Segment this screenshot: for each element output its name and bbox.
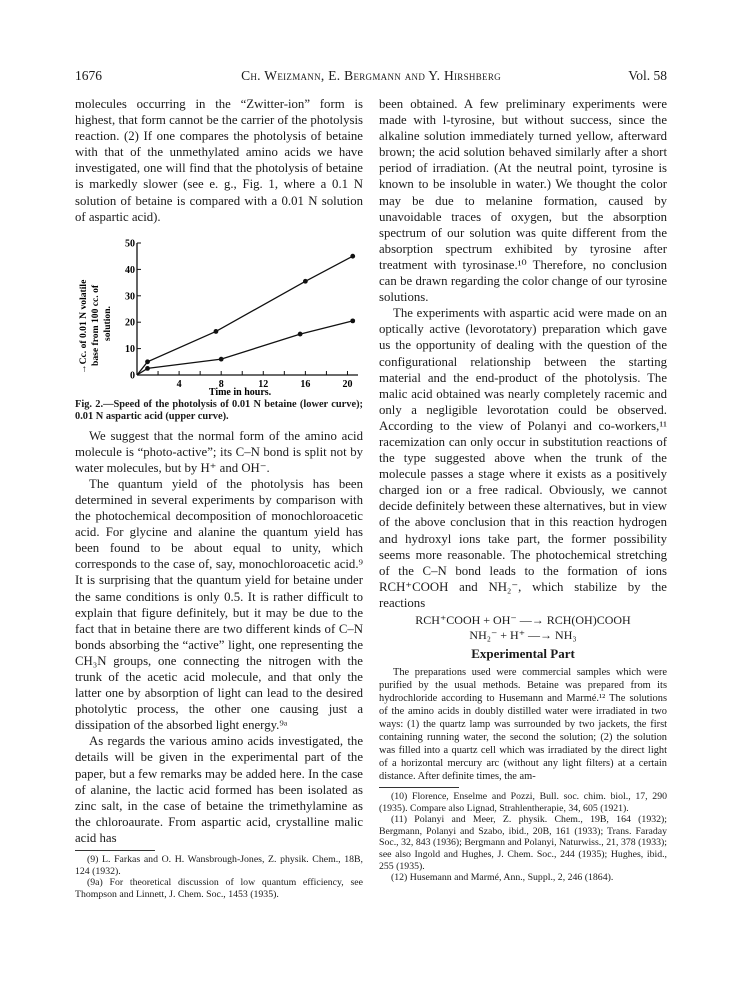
right-paragraph-2: The experiments with aspartic acid were made on an optically active (levorotatory) preparation which gave us the opportunity of dealing with the question of the configurational relationship between the starting material and the end-product of the photolysis. The malic acid obtained was nearly completely racemic and only a negligible levorotation could be observed. According to the view of Polanyi and co-workers,¹¹ racemization can only occur in substitution reactions of the type suggested above when the trunk of the molecule passes a stage where it exists as a positively charged ion or a free radical. Obviously, we cannot decide definitely between these alternatives, but in view of the above conclusion that in this reaction hydrogen and hydroxyl ions take part, the former possibility seems more reasonable. The photochemical stretching of the C–N bond leads to the formation of ions RCH⁺COOH and NH₂⁻, which stabilize by the reactions (379, 306, 667, 610)
running-header (75, 68, 667, 88)
left-paragraph-1: molecules occurring in the “Zwitter-ion” form is highest, that form cannot be the carrier of the photolysis reaction. (2) If one compares the photolysis of betaine with that of the unmethylated amino acids we have investigated, one will find that the photolysis of betaine is markedly slower (see e. g., Fig. 1, where a 0.1 N solution of betaine is compared with a 0.01 N solution of aspartic acid). (75, 97, 363, 224)
aspartic-acid-point (350, 254, 355, 259)
x-tick-label: 16 (300, 378, 311, 390)
y-tick-label: 40 (125, 264, 135, 276)
reaction-1: RCH⁺COOH + OH⁻ —→ RCH(OH)COOH (415, 613, 631, 627)
y-tick-label: 50 (125, 238, 135, 250)
aspartic-acid-point (303, 279, 308, 284)
betaine-point (145, 366, 150, 371)
aspartic-acid-point (145, 359, 150, 364)
right-paragraph-1: been obtained. A few preliminary experiments were made with l-tyrosine, but without success, since the alkaline solution immediately turned yellow, afterward brown; the acid solution behaved similarly after a short period of irradiation. (At the neutral point, tyrosine is known to be insoluble in water.) We thought the color may be due to melanine formation, caused by unavoidable traces of oxygen, but the absorption spectrum of our solution was quite different from the absorption spectrum exhibited by tyrosine after treatment with tyrosinase.¹⁰ Therefore, no conclusion can be drawn regarding the color change of our tyrosine solutions. (379, 97, 667, 305)
y-tick-label: 0 (130, 370, 135, 382)
footnote-11: (11) Polanyi and Meer, Z. physik. Chem., 19B, 164 (1932); Bergmann, Polanyi and Szabo, ibid., 20B, 161 (1933); Trans. Faraday Soc., 32, 843 (1936); Bergmann and Polanyi, Naturwiss., 21, 378 (1933); see also Ingold and Hughes, J. Chem. Soc., 244 (1935); Hughes, ibid., 255 (1935). (379, 814, 667, 872)
footnote-10: (10) Florence, Enselme and Pozzi, Bull. soc. chim. biol., 17, 290 (1935). Compare also Lignad, Strahlentherapie, 34, 605 (1921). (379, 791, 667, 814)
y-axis-label-1: →Cc. of 0.01 N volatile (78, 279, 89, 374)
y-tick-label: 30 (125, 291, 135, 303)
right-column (379, 96, 667, 884)
left-paragraph-3: The quantum yield of the photolysis has been determined in several experiments by comparison with the photochemical decomposition of monochloroacetic acid. For glycine and alanine the quantum yield has been found to be about equal to unity, which corresponds to the case of, say, monochloroacetic acid.⁹ It is surprising that the quantum yield for betaine under the same conditions is only 0.5. It is rather difficult to explain that figure definitely, but it may be due to the fact that in betaine there are two different kinds of C–N bonds absorbing the “active” light, one representing the CH₃N groups, one connecting the nitrogen with the trunk of the acetic acid molecule, and that only the latter one by absorption of light can lead to the desired photolytic process, the other one causing just a dissipation of the absorbed light energy.⁹ᵃ (75, 476, 363, 733)
left-footnotes (75, 854, 363, 900)
left-column (75, 96, 363, 900)
photolysis-chart (75, 229, 363, 399)
betaine-point (219, 357, 224, 362)
left-paragraph-4: As regards the various amino acids investigated, the details will be given in the experimental part of the paper, but a few remarks may be added here. In the case of alanine, the lactic acid formed has been isolated as zinc salt, in the case of betaine the trimethylamine as the chloroaurate. From aspartic acid, crystalline malic acid has (75, 734, 363, 845)
footnote-9a: (9a) For theoretical discussion of low quantum efficiency, see Thompson and Linnett, J. Chem. Soc., 1453 (1935). (75, 877, 363, 900)
page-number: 1676 (75, 68, 102, 83)
footnote-9: (9) L. Farkas and O. H. Wansbrough-Jones, Z. physik. Chem., 18B, 124 (1932). (75, 854, 363, 877)
betaine-curve (137, 321, 353, 375)
experimental-paragraph: The preparations used were commercial samples which were purified by the usual methods. Betaine was prepared from its hydrochloride according to Husemann and Marmé.¹² The solutions of the amino acids in doubly distilled water were irradiated in two ways: (1) the quartz lamp was surrounded by two jackets, the first containing running water, the second the solution; (2) the solution was filled into a quartz cell which was irradiated by the direct light of a horizontal mercury arc (without any light filters) at a certain distance. After definite times, the am- (379, 667, 667, 783)
y-axis-label-3: solution. (102, 305, 113, 341)
footnote-rule-right (379, 787, 459, 788)
footnote-12: (12) Husemann and Marmé, Ann., Suppl., 2, 246 (1864). (391, 872, 614, 884)
x-tick-label: 8 (218, 378, 224, 390)
volume-label: Vol. 58 (628, 68, 667, 83)
x-tick-label: 12 (258, 378, 269, 390)
aspartic-acid-point (214, 329, 219, 334)
betaine-point (350, 318, 355, 323)
y-axis-label-2: base from 100 cc. of (90, 284, 101, 366)
x-tick-label: 20 (342, 378, 353, 390)
section-title: Experimental Part (471, 646, 575, 661)
running-title: Ch. Weizmann, E. Bergmann and Y. Hirshberg (241, 68, 501, 83)
figure-2 (75, 229, 363, 399)
y-tick-label: 20 (125, 317, 135, 329)
left-paragraph-2: We suggest that the normal form of the amino acid molecule is “photo-active”; its C–N bond is split not by water molecules, but by H⁺ and OH⁻. (75, 428, 363, 475)
figure-caption: Fig. 2.—Speed of the photolysis of 0.01 N betaine (lower curve); 0.01 N aspartic acid (upper curve). (75, 398, 363, 423)
reaction-equations (379, 613, 667, 642)
betaine-point (298, 331, 303, 336)
aspartic-acid-curve (137, 256, 353, 375)
reaction-2: NH₂⁻ + H⁺ —→ NH₃ (469, 627, 577, 642)
right-footnotes (379, 791, 667, 884)
footnote-rule (75, 850, 155, 851)
x-axis-label: Time in hours. (208, 386, 272, 398)
y-tick-label: 10 (125, 343, 135, 355)
x-tick-label: 4 (176, 378, 182, 390)
